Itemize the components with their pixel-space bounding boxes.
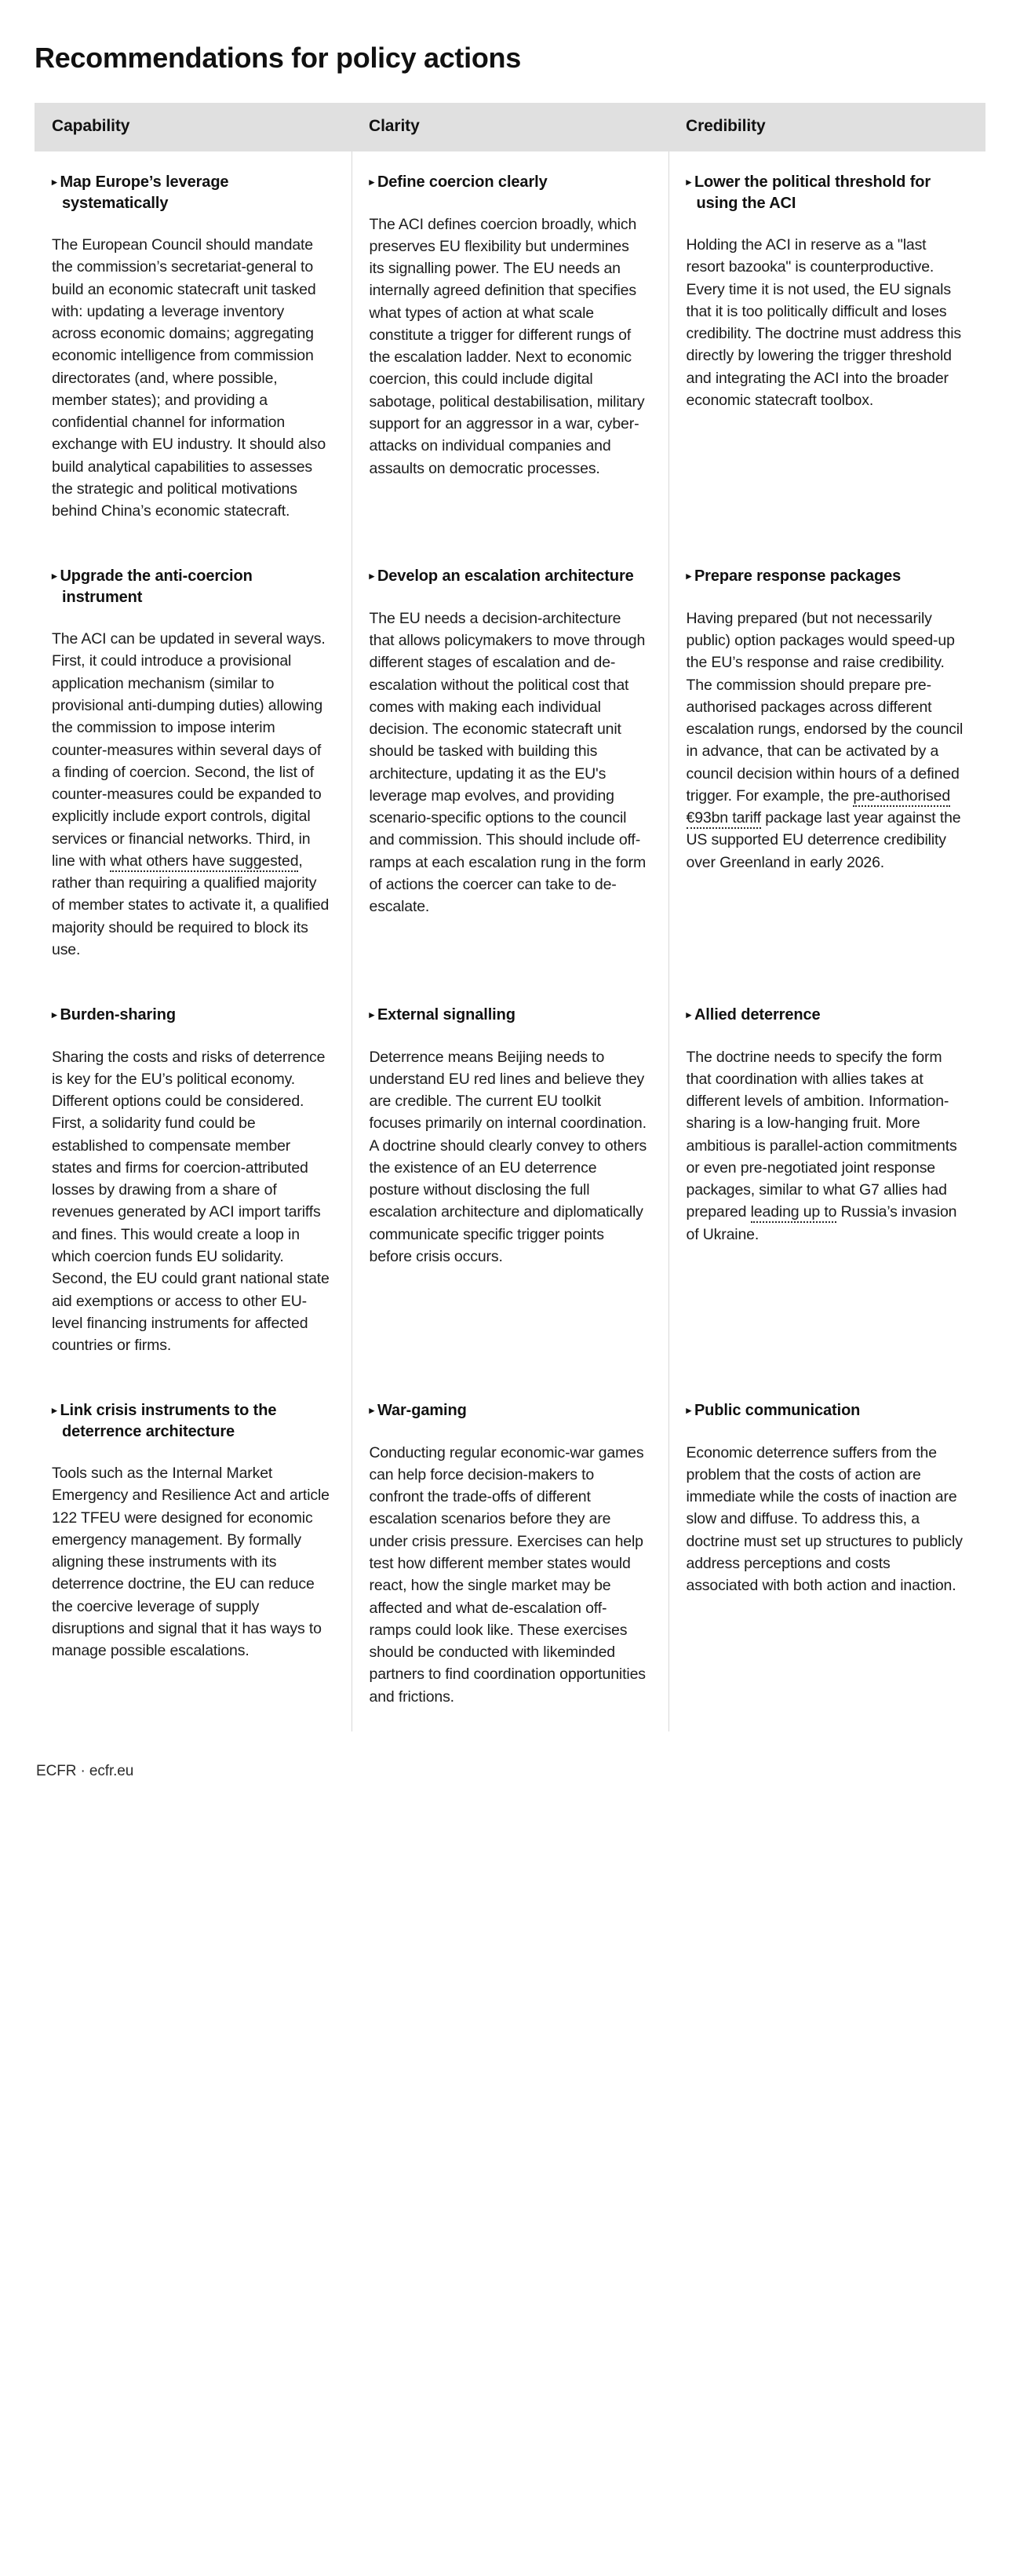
inline-link[interactable]: pre-authorised €93bn tariff bbox=[687, 787, 951, 829]
rec-heading bbox=[370, 1400, 648, 1421]
cell-clarity-3 bbox=[352, 984, 668, 1380]
rec-heading bbox=[687, 566, 966, 586]
rec-body: The ACI defines coercion broadly, which preserves EU flexibility but undermines its signalling power. The EU needs an internally agreed definition that specifies what types of action at what scale constitute a trigger for different rungs of the escalation ladder. Next to economic coercion, this could include digital sabotage, political destabilisation, military support for an aggressor in a war, cyber-attacks on individual companies and assaults on democratic processes. bbox=[369, 215, 645, 477]
rec-body bbox=[687, 608, 966, 874]
cell-credibility-4 bbox=[668, 1380, 985, 1731]
rec-body-part2: , rather than requiring a qualified majority of member states to activate it, a qualified majority should be required to block its use. bbox=[52, 852, 330, 958]
rec-heading bbox=[687, 1400, 966, 1421]
cell-clarity-1 bbox=[352, 151, 668, 545]
triangle-bullet-icon: ▸ bbox=[686, 176, 691, 188]
inline-link[interactable]: what others have suggested bbox=[110, 852, 298, 872]
rec-heading-label: Allied deterrence bbox=[694, 1006, 821, 1024]
rec-heading bbox=[52, 566, 331, 608]
rec-body: Deterrence means Beijing needs to understand EU red lines and believe they are credible. The current EU toolkit focuses primarily on internal coordination. A doctrine should clearly convey to others the existence of an EU deterrence posture without disclosing the full escalation architecture and diplomatically communicate specific trigger points before crisis occurs. bbox=[369, 1048, 647, 1265]
rec-body-part1: The ACI can be updated in several ways. First, it could introduce a provisional application mechanism (similar to provisional anti-dumping duties) allowing the commission to impose interim counter-measures within several days of a finding of coercion. Second, the list of counter-measures could be expanded to explicitly include export controls, digital services or financial networks. Third, in line with bbox=[52, 630, 326, 870]
triangle-bullet-icon: ▸ bbox=[369, 1404, 374, 1417]
page-title: Recommendations for policy actions bbox=[35, 42, 521, 74]
triangle-bullet-icon: ▸ bbox=[52, 570, 57, 582]
rec-heading-label: External signalling bbox=[377, 1006, 515, 1024]
rec-body: The EU needs a decision-architecture that allows policymakers to move through different stages of escalation and de-escalation without the political cost that comes with making each individual decision. The economic statecraft unit should be tasked with building this architecture, updating it as the EU's leverage map evolves, and providing scenario-specific options to the council and commission. This should include off-ramps at each escalation rung in the form of actions the coercer can take to de-escalate. bbox=[369, 609, 647, 916]
rec-body: Conducting regular economic-war games can help force decision-makers to confront the trade-offs of different escalation scenarios before they are under crisis pressure. Exercises can help test how different member states would react, how the single market may be affected and what de-escalation off-ramps could look like. These exercises should be conducted with likeminded partners to find coordination opportunities and frictions. bbox=[369, 1443, 646, 1706]
rec-body bbox=[687, 1046, 966, 1246]
triangle-bullet-icon: ▸ bbox=[52, 1404, 57, 1417]
triangle-bullet-icon: ▸ bbox=[369, 176, 374, 188]
triangle-bullet-icon: ▸ bbox=[369, 570, 374, 582]
rec-heading-label: Develop an escalation architecture bbox=[377, 567, 634, 586]
column-header-capability: Capability bbox=[35, 103, 352, 151]
rec-heading bbox=[370, 1005, 648, 1025]
cell-clarity-2 bbox=[352, 545, 668, 984]
table-container bbox=[0, 103, 1020, 1731]
rec-body bbox=[52, 628, 331, 961]
rec-body: The European Council should mandate the commission’s secretariat-general to build an economic statecraft unit tasked with: updating a leverage inventory across economic domains; aggregating economic intelligence from commission directorates (and, where possible, member states); and providing a confidential channel for information exchange with EU industry. It should also build analytical capabilities to assesses the strategic and political motivations behind China’s economic statecraft. bbox=[52, 235, 326, 520]
cell-capability-1 bbox=[35, 151, 352, 545]
rec-heading-label: Define coercion clearly bbox=[377, 173, 548, 192]
rec-body-part2: Russia’s invasion of Ukraine. bbox=[686, 1203, 957, 1243]
table-row bbox=[35, 151, 985, 545]
inline-link[interactable]: leading up to bbox=[751, 1203, 837, 1223]
rec-heading-label: War-gaming bbox=[377, 1402, 467, 1420]
rec-body: Tools such as the Internal Market Emergency and Resilience Act and article 122 TFEU were designed for economic emergency management. By formally aligning these instruments with its deterrence doctrine, the EU can reduce the coercive leverage of supply disruptions and signal that it has ways to manage possible escalations. bbox=[52, 1465, 330, 1660]
recommendations-table bbox=[35, 103, 985, 1731]
rec-heading bbox=[52, 172, 331, 213]
cell-capability-3 bbox=[35, 984, 352, 1380]
rec-heading bbox=[52, 1005, 331, 1025]
rec-body-part1: The doctrine needs to specify the form that coordination with allies takes at different levels of ambition. Information-sharing is a low-hanging fruit. More ambitious is parallel-action commitments or even pre-negotiated joint response packages, similar to what G7 allies had prepared bbox=[686, 1048, 957, 1221]
column-header-credibility: Credibility bbox=[668, 103, 985, 151]
triangle-bullet-icon: ▸ bbox=[686, 1009, 691, 1021]
triangle-bullet-icon: ▸ bbox=[52, 1009, 57, 1021]
rec-heading bbox=[370, 172, 648, 192]
rec-heading-label: Lower the political threshold for using the ACI bbox=[694, 173, 931, 212]
cell-clarity-4 bbox=[352, 1380, 668, 1731]
rec-body-part1: Having prepared (but not necessarily public) option packages would speed-up the EU’s response and raise credibility. The commission should prepare pre-authorised packages across different escalation rungs, endorsed by the council in advance, that can be activated by a council decision within hours of a defined trigger. For example, the bbox=[686, 609, 964, 805]
rec-heading-label: Map Europe’s leverage systematically bbox=[60, 173, 229, 212]
rec-heading bbox=[370, 566, 648, 586]
rec-heading bbox=[52, 1400, 331, 1442]
footer-attribution: ECFR · ecfr.eu bbox=[36, 1762, 134, 1779]
cell-credibility-3 bbox=[668, 984, 985, 1380]
column-header-clarity: Clarity bbox=[352, 103, 668, 151]
table-row bbox=[35, 1380, 985, 1731]
rec-body: Economic deterrence suffers from the problem that the costs of action are immediate while the costs of inaction are slow and diffuse. To address this, a doctrine must set up structures to publicly address perceptions and costs associated with both action and inaction. bbox=[686, 1443, 963, 1595]
rec-heading-label: Public communication bbox=[694, 1402, 861, 1420]
triangle-bullet-icon: ▸ bbox=[686, 1404, 691, 1417]
rec-heading-label: Prepare response packages bbox=[694, 567, 902, 586]
rec-heading bbox=[687, 1005, 966, 1025]
table-row bbox=[35, 984, 985, 1380]
cell-capability-4 bbox=[35, 1380, 352, 1731]
rec-body-part2: package last year against the US supported EU deterrence credibility over Greenland in early 2026. bbox=[686, 809, 961, 871]
cell-credibility-2 bbox=[668, 545, 985, 984]
rec-heading-label: Upgrade the anti-coercion instrument bbox=[60, 567, 253, 606]
cell-credibility-1 bbox=[668, 151, 985, 545]
table-body bbox=[35, 151, 985, 1731]
table-header bbox=[35, 103, 985, 151]
table-header-row bbox=[35, 103, 985, 151]
rec-heading-label: Link crisis instruments to the deterrence architecture bbox=[60, 1402, 277, 1440]
rec-body: Sharing the costs and risks of deterrence is key for the EU’s political economy. Different options could be considered. First, a solidarity fund could be established to compensate member states and firms for coercion-attributed losses by drawing from a share of revenues generated by ACI import tariffs and fines. This would create a loop in which coercion funds EU solidarity. Second, the EU could grant national state aid exemptions or access to other EU-level financing instruments for affected countries or firms. bbox=[52, 1048, 330, 1355]
triangle-bullet-icon: ▸ bbox=[369, 1009, 374, 1021]
rec-body: Holding the ACI in reserve as a "last resort bazooka" is counterproductive. Every time it is not used, the EU signals that it is too politically difficult and loses credibility. The doctrine must address this directly by lowering the trigger threshold and integrating the ACI into the broader economic statecraft toolbox. bbox=[686, 235, 961, 409]
triangle-bullet-icon: ▸ bbox=[52, 176, 57, 188]
cell-capability-2 bbox=[35, 545, 352, 984]
triangle-bullet-icon: ▸ bbox=[686, 570, 691, 582]
rec-heading bbox=[687, 172, 966, 213]
rec-heading-label: Burden-sharing bbox=[60, 1006, 176, 1024]
table-row bbox=[35, 545, 985, 984]
